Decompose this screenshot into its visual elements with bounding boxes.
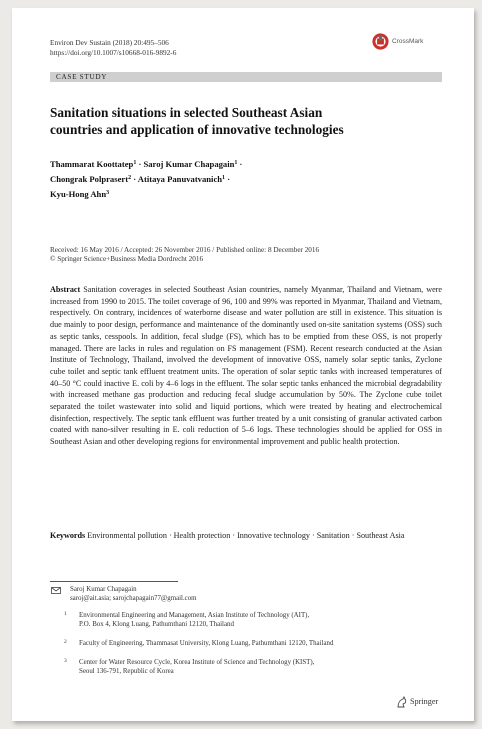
keywords-text: Environmental pollution · Health protection · Innovative technology · Sanitation · Southeast Asia — [87, 531, 405, 540]
paper-page — [12, 8, 474, 721]
crossmark-icon — [372, 33, 389, 50]
publisher-name: Springer — [410, 697, 439, 706]
envelope-icon — [51, 587, 61, 594]
section-label: CASE STUDY — [56, 73, 108, 81]
keywords-label: Keywords — [50, 531, 86, 540]
article-title — [50, 104, 442, 138]
affiliation-line: Environmental Engineering and Management, Asian Institute of Technology (AIT), — [79, 612, 310, 619]
abstract-label: Abstract — [50, 285, 81, 294]
author-name[interactable]: Saroj Kumar Chapagain — [143, 159, 235, 169]
affiliation-line: Faculty of Engineering, Thammasat University, Klong Luang, Pathumthani 12120, Thailand — [79, 640, 334, 647]
footnote-rule — [50, 581, 178, 582]
publication-dates — [50, 246, 442, 264]
section-bar — [50, 72, 442, 82]
publisher-logo — [396, 696, 456, 710]
abstract — [50, 284, 442, 448]
crossmark-badge[interactable] — [372, 33, 442, 55]
author-name[interactable]: Kyu-Hong Ahn — [50, 189, 107, 199]
affiliation-line: P.O. Box 4, Klong Luang, Pathumthani 12120, Thailand — [79, 621, 234, 628]
title-line: Sanitation situations in selected Southeast Asian — [50, 105, 323, 120]
author-list: Thammarat Koottatep$^1$ · Saroj Kumar Chapagain$^1$ · Chongrak Polprasert$^2$ · Atitaya Panuvatvanich$^1$ · Kyu-Hong Ahn$^3$ — [50, 159, 243, 199]
journal-header — [50, 38, 176, 57]
corresponding-emails[interactable]: saroj@ait.asia; sarojchapagain77@gmail.com — [70, 595, 197, 602]
doi-link[interactable]: https://doi.org/10.1007/s10668-016-9892-6 — [50, 47, 177, 57]
author-name[interactable]: Atitaya Panuvatvanich — [137, 174, 223, 184]
affiliation-number: 2 — [64, 639, 67, 645]
affiliation-line: Center for Water Resource Cycle, Korea Institute of Science and Technology (KIST), — [79, 659, 315, 666]
keywords — [50, 530, 442, 542]
copyright-line: © Springer Science+Business Media Dordrecht 2016 — [50, 255, 204, 263]
author-affil-sup: 1 — [234, 160, 238, 166]
abstract-text: Sanitation coverages in selected Southeast Asian countries, namely Myanmar, Thailand and Vietnam, were increased from 1990 to 2015. The toilet coverage of 96, 100 and 99% was reported in Myanmar, Thailand and Vietnam, respectively. On contrary, incidences of waterborne disease and water pollution are still in existence. This situation is due mainly to poor design, performance and maintenance of the dominantly used on-site sanitation systems (OSS) such as septic tanks, cesspools. In addition, fecal sludge (FS), which has to be emptied from these OSS, is not properly managed. There are lacks in rules and regulation on FS management (FSM). Recent research conducted at the Asian Institute of Technology, Thailand, involved the development of innovative OSS, namely solar septic tanks, Zyclone cube toilet and septic tank effluent treatment units. The operation of solar septic tanks with increased temperatures of 40–50 °C could inactive E. coli by 4–6 logs in the effluent. The solar septic tanks enhanced the microbial degradability with increased methane gas production and reducing fecal sludge accumulation by 50%. The Zyclone cube toilet separated the toilet wastewater into solid and liquid portions, which were treated by heating and electrochemical disinfection, respectively. The septic tank effluent was further treated by a unit consisting of granular activated carbon coated with nano-silver resulting in E. coli reduction of 5–6 logs. These technologies should be applied for OSS in Southeast Asian and other developing regions for environmental improvement and public health protection. — [50, 285, 442, 447]
affiliation-number: 1 — [64, 611, 67, 617]
affiliation-number: 3 — [64, 658, 67, 664]
corresponding-author: Saroj Kumar Chapagain — [70, 586, 137, 593]
journal-citation: Environ Dev Sustain (2018) 20:495–506 — [50, 38, 169, 47]
crossmark-label: CrossMark — [392, 38, 424, 45]
author-name[interactable]: Thammarat Koottatep — [50, 159, 134, 169]
affiliation-line: Seoul 136-791, Republic of Korea — [79, 668, 174, 675]
author-affil-sup: 2 — [128, 175, 132, 181]
author-affil-sup: 3 — [106, 190, 110, 196]
springer-horse-icon — [396, 696, 408, 709]
author-affil-sup: 1 — [222, 175, 226, 181]
author-name[interactable]: Chongrak Polprasert — [50, 174, 129, 184]
dates-line: Received: 16 May 2016 / Accepted: 26 November 2016 / Published online: 8 December 2016 — [50, 246, 320, 254]
title-line: countries and application of innovative technologies — [50, 122, 344, 137]
author-affil-sup: 1 — [133, 160, 137, 166]
